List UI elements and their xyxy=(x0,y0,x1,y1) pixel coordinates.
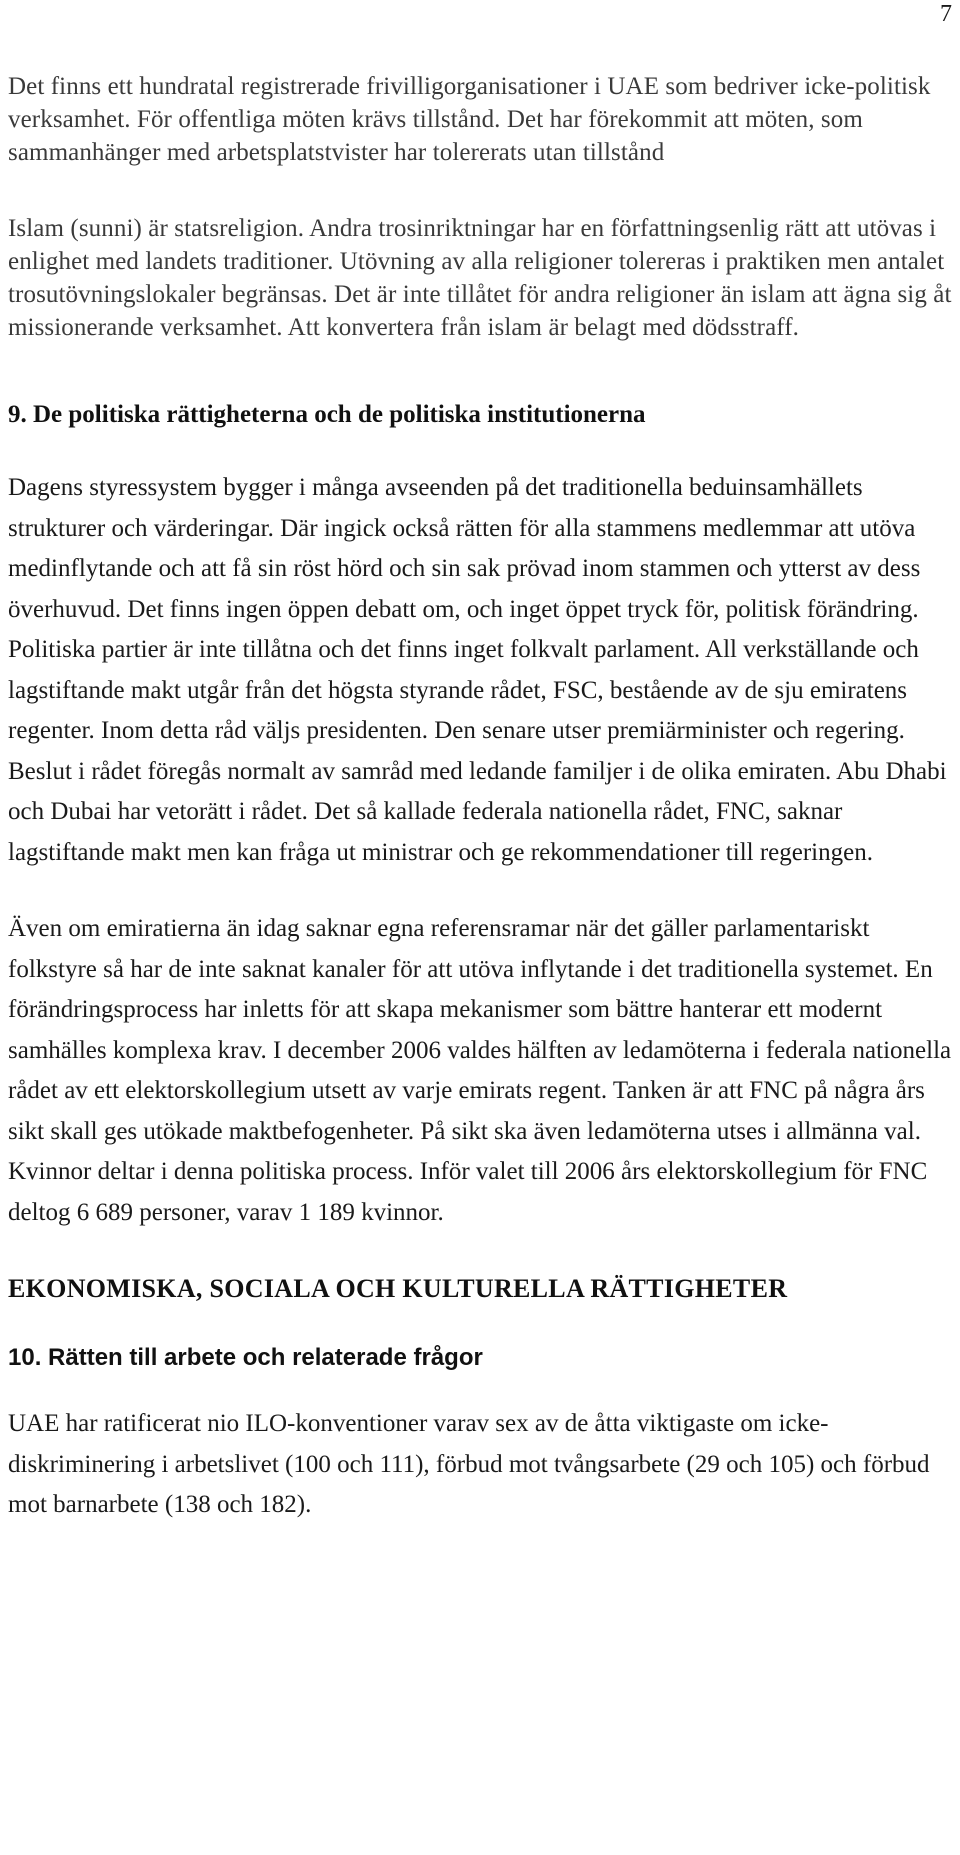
paragraph-ilo-conventions: UAE har ratificerat nio ILO-konventioner varav sex av de åtta viktigaste om icke-diskriminering i arbetslivet (100 och 111), förbud mot tvångsarbete (29 och 105) och förbud mot barnarbete (138 och 182). xyxy=(8,1410,930,1518)
paragraph-reform-process: Även om emiratierna än idag saknar egna referensramar när det gäller parlamentariskt folkstyre så har de inte saknat kanaler för att utöva inflytande i det traditionella systemet. En förändringsprocess har inletts för att skapa mekanismer som bättre hanterar ett modernt samhälles komplexa krav. I december 2006 valdes hälften av ledamöterna i federala nationella rådet av ett elektorskollegium utsett av varje emirats regent. Tanken är att FNC på några års sikt skall ges utökade maktbefogenheter. På sikt ska även ledamöterna utses i allmänna val. Kvinnor deltar i denna politiska process. Inför valet till 2006 års elektorskollegium för FNC deltog 6 689 personer, varav 1 189 kvinnor. xyxy=(8,915,952,1226)
paragraph-governance-system: Dagens styressystem bygger i många avseenden på det traditionella beduinsamhällets strukturer och värderingar. Där ingick också rätten för alla stammens medlemmar att utöva medinflytande och att få sin röst hörd och sin sak prövad inom stammen och ytterst av dess överhuvud. Det finns ingen öppen debatt om, och inget öppet tryck för, politisk förändring. Politiska partier är inte tillåtna och det finns inget folkvalt parlament. All verkställande och lagstiftande makt utgår från det högsta styrande rådet, FSC, bestående av de sju emiratens regenter. Inom detta råd väljs presidenten. Den senare utser premiärminister och regering. Beslut i rådet föregås normalt av samråd med ledande familjer i de olika emiraten. Abu Dhabi och Dubai har vetorätt i rådet. Det så kallade federala nationella rådet, FNC, saknar lagstiftande makt men kan fråga ut ministrar och ge rekommendationer till regeringen. xyxy=(8,474,947,866)
section-heading-10: 10. Rätten till arbete och relaterade frågor xyxy=(8,1344,483,1371)
section-heading-economic-rights: EKONOMISKA, SOCIALA OCH KULTURELLA RÄTTIGHETER xyxy=(8,1274,788,1303)
page-number: 7 xyxy=(940,1,952,27)
paragraph-religion: Islam (sunni) är statsreligion. Andra trosinriktningar har en författningsenlig rätt att utövas i enlighet med landets traditioner. Utövning av alla religioner tolereras i praktiken men antalet trosutövningslokaler begränsas. Det är inte tillåtet för andra religioner än islam att ägna sig åt missionerande verksamhet. Att konvertera från islam är belagt med dödsstraff. xyxy=(8,215,952,341)
paragraph-voluntary-organisations: Det finns ett hundratal registrerade frivilligorganisationer i UAE som bedriver icke-politisk verksamhet. För offentliga möten krävs tillstånd. Det har förekommit att möten, som sammanhänger med arbetsplatstvister har tolererats utan tillstånd xyxy=(8,73,931,166)
section-heading-9: 9. De politiska rättigheterna och de politiska institutionerna xyxy=(8,401,646,428)
document-page xyxy=(8,70,953,1526)
